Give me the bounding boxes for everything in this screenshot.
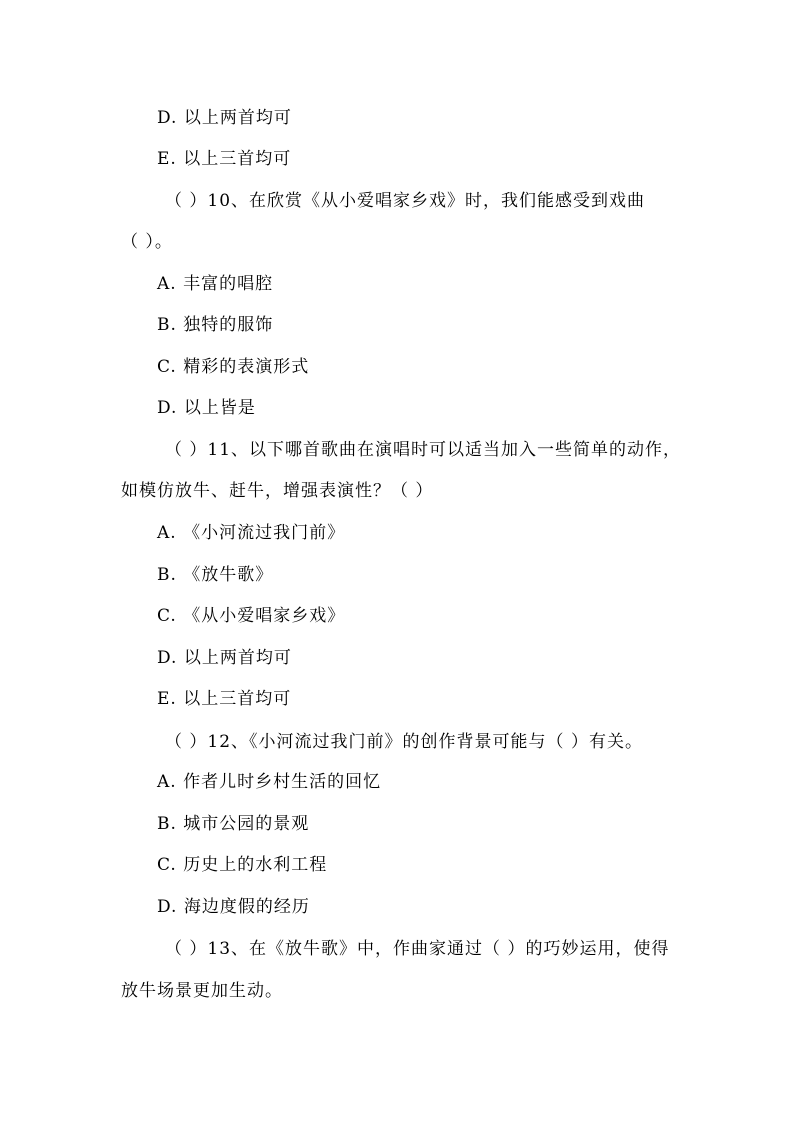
option-line: A. 丰富的唱腔 xyxy=(157,274,274,294)
question-12: （ ）12、《小河流过我门前》的创作背景可能与（ ）有关。 xyxy=(165,732,643,752)
option-line: B. 独特的服饰 xyxy=(157,315,274,335)
question-13-continuation: 放牛场景更加生动。 xyxy=(121,981,283,1001)
option-line: C. 精彩的表演形式 xyxy=(157,357,310,377)
option-line: A. 作者儿时乡村生活的回忆 xyxy=(157,772,382,792)
option-line: D. 海边度假的经历 xyxy=(157,897,310,917)
option-line: D. 以上皆是 xyxy=(157,398,256,418)
option-line: D. 以上两首均可 xyxy=(157,648,292,668)
question-11: （ ）11、以下哪首歌曲在演唱时可以适当加入一些简单的动作， xyxy=(165,440,682,460)
option-line: C. 《从小爱唱家乡戏》 xyxy=(157,606,346,626)
option-line: B. 《放牛歌》 xyxy=(157,565,274,585)
question-13: （ ）13、在《放牛歌》中，作曲家通过（ ）的巧妙运用，使得 xyxy=(165,939,670,959)
option-line: C. 历史上的水利工程 xyxy=(157,855,328,875)
question-11-continuation: 如模仿放牛、赶牛，增强表演性？（ ） xyxy=(121,481,434,501)
option-line: D. 以上两首均可 xyxy=(157,108,292,128)
option-line: B. 城市公园的景观 xyxy=(157,814,310,834)
option-line: E. 以上三首均可 xyxy=(157,149,292,169)
option-line: A. 《小河流过我门前》 xyxy=(157,523,346,543)
option-line: E. 以上三首均可 xyxy=(157,689,292,709)
question-10-continuation: （ ）。 xyxy=(121,232,173,252)
question-10: （ ）10、在欣赏《从小爱唱家乡戏》时，我们能感受到戏曲 xyxy=(165,191,646,211)
